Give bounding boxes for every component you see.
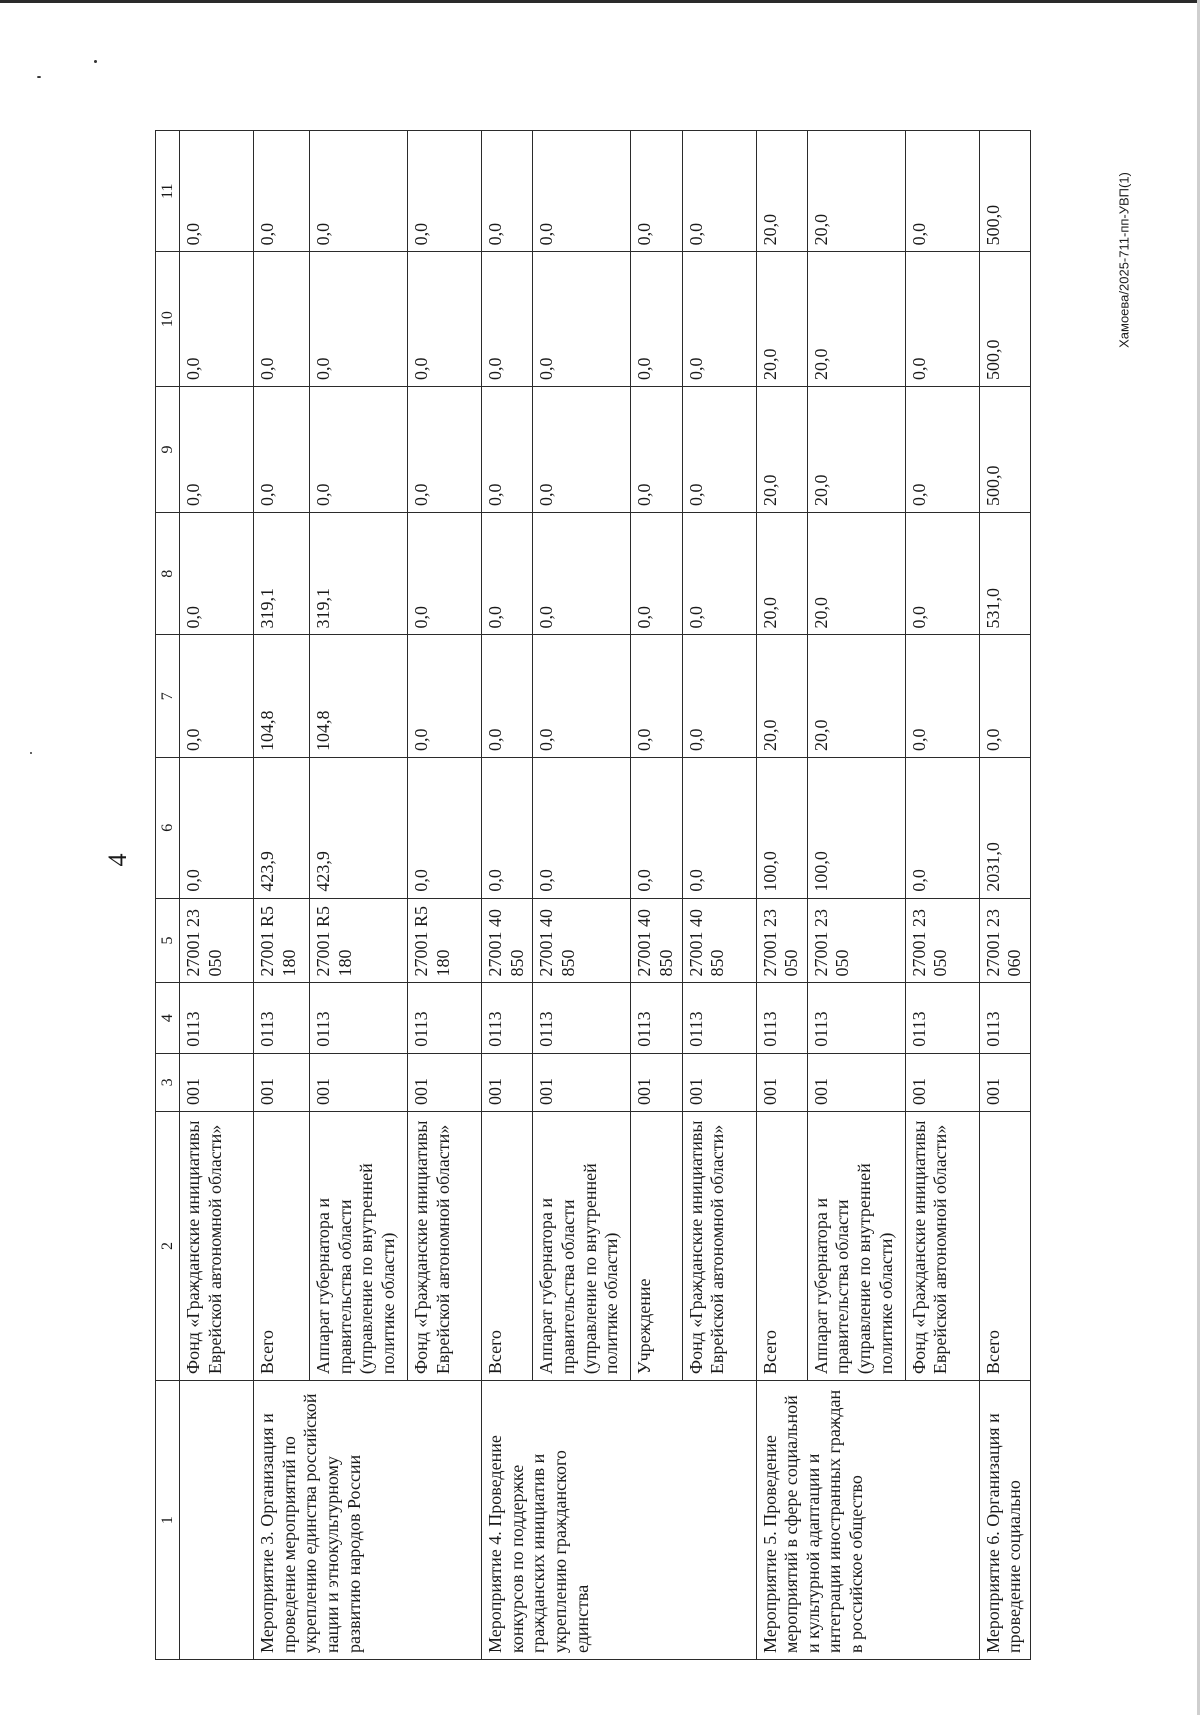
executor-cell: Фонд «Гражданские инициативы Еврейской автономной области»: [905, 1111, 979, 1380]
activity-cell: Мероприятие 5. Проведение мероприятий в сфере социальной и культурной адаптации и интеграции иностранных граждан в российское общество: [756, 1381, 979, 1660]
year-value-cell: 0,0: [682, 513, 756, 635]
table-row: [254, 131, 310, 1660]
scan-speck: [30, 752, 32, 754]
year-value-cell: 20,0: [756, 252, 807, 387]
target-article-cell: 27001 R5180: [254, 898, 310, 983]
column-header: 6: [156, 757, 180, 898]
year-value-cell: 0,0: [482, 252, 533, 387]
total-value-cell: 0,0: [682, 757, 756, 898]
total-value-cell: 100,0: [807, 757, 905, 898]
year-value-cell: 500,0: [979, 131, 1030, 252]
year-value-cell: 0,0: [631, 635, 682, 757]
target-article-cell: 27001 R5180: [310, 898, 408, 983]
total-value-cell: 0,0: [905, 757, 979, 898]
year-value-cell: 0,0: [310, 252, 408, 387]
section-code-cell: 0113: [807, 983, 905, 1053]
year-value-cell: 0,0: [905, 252, 979, 387]
grbs-code-cell: 001: [807, 1053, 905, 1111]
grbs-code-cell: 001: [408, 1053, 482, 1111]
year-value-cell: 0,0: [254, 252, 310, 387]
rotated-table-container: [155, 130, 1155, 1660]
column-header: 3: [156, 1053, 180, 1111]
executor-cell: Фонд «Гражданские инициативы Еврейской автономной области»: [682, 1111, 756, 1380]
year-value-cell: 0,0: [682, 635, 756, 757]
year-value-cell: 0,0: [533, 513, 631, 635]
section-code-cell: 0113: [310, 983, 408, 1053]
year-value-cell: 20,0: [756, 513, 807, 635]
grbs-code-cell: 001: [905, 1053, 979, 1111]
year-value-cell: 0,0: [979, 635, 1030, 757]
column-header: 8: [156, 513, 180, 635]
year-value-cell: 20,0: [756, 635, 807, 757]
section-code-cell: 0113: [180, 983, 254, 1053]
rotated-table-frame: [155, 130, 1025, 1660]
year-value-cell: 0,0: [682, 252, 756, 387]
executor-cell: Аппарат губернатора и правительства области (управление по внутренней политике области): [533, 1111, 631, 1380]
column-header: 11: [156, 131, 180, 252]
total-value-cell: 0,0: [533, 757, 631, 898]
year-value-cell: 0,0: [631, 131, 682, 252]
column-header: 7: [156, 635, 180, 757]
year-value-cell: 20,0: [756, 386, 807, 512]
target-article-cell: 27001 40850: [482, 898, 533, 983]
grbs-code-cell: 001: [254, 1053, 310, 1111]
target-article-cell: 27001 23050: [905, 898, 979, 983]
target-article-cell: 27001 23050: [180, 898, 254, 983]
year-value-cell: 20,0: [807, 386, 905, 512]
grbs-code-cell: 001: [756, 1053, 807, 1111]
year-value-cell: 104,8: [310, 635, 408, 757]
year-value-cell: 0,0: [533, 252, 631, 387]
year-value-cell: 0,0: [254, 131, 310, 252]
column-header: 10: [156, 252, 180, 387]
activity-cell: Мероприятие 6. Организация и проведение социально: [979, 1381, 1030, 1660]
year-value-cell: 0,0: [905, 131, 979, 252]
page-number: 4: [103, 853, 132, 867]
table-row: [756, 131, 807, 1660]
column-header: 4: [156, 983, 180, 1053]
target-article-cell: 27001 23060: [979, 898, 1030, 983]
section-code-cell: 0113: [682, 983, 756, 1053]
total-value-cell: 0,0: [180, 757, 254, 898]
year-value-cell: 0,0: [533, 635, 631, 757]
column-header: 5: [156, 898, 180, 983]
year-value-cell: 319,1: [310, 513, 408, 635]
executor-cell: Аппарат губернатора и правительства области (управление по внутренней политике области): [310, 1111, 408, 1380]
section-code-cell: 0113: [482, 983, 533, 1053]
year-value-cell: 20,0: [756, 131, 807, 252]
year-value-cell: 0,0: [482, 513, 533, 635]
year-value-cell: 0,0: [180, 386, 254, 512]
year-value-cell: 0,0: [482, 635, 533, 757]
target-article-cell: 27001 40850: [533, 898, 631, 983]
budget-table: [155, 130, 1031, 1660]
year-value-cell: 531,0: [979, 513, 1030, 635]
year-value-cell: 0,0: [408, 635, 482, 757]
target-article-cell: 27001 40850: [631, 898, 682, 983]
section-code-cell: 0113: [905, 983, 979, 1053]
activity-cell: Мероприятие 3. Организация и проведение мероприятий по укреплению единства российской нации и этнокультурному развитию народов России: [254, 1381, 482, 1660]
year-value-cell: 0,0: [408, 252, 482, 387]
table-row: [180, 131, 254, 1660]
executor-cell: Всего: [979, 1111, 1030, 1380]
year-value-cell: 0,0: [682, 386, 756, 512]
executor-cell: Фонд «Гражданские инициативы Еврейской автономной области»: [180, 1111, 254, 1380]
total-value-cell: 423,9: [254, 757, 310, 898]
column-header: 2: [156, 1111, 180, 1380]
year-value-cell: 0,0: [482, 386, 533, 512]
year-value-cell: 0,0: [180, 635, 254, 757]
target-article-cell: 27001 40850: [682, 898, 756, 983]
year-value-cell: 0,0: [408, 513, 482, 635]
year-value-cell: 0,0: [254, 386, 310, 512]
section-code-cell: 0113: [408, 983, 482, 1053]
year-value-cell: 20,0: [807, 513, 905, 635]
year-value-cell: 0,0: [631, 386, 682, 512]
total-value-cell: 423,9: [310, 757, 408, 898]
section-code-cell: 0113: [631, 983, 682, 1053]
year-value-cell: 0,0: [408, 386, 482, 512]
year-value-cell: 500,0: [979, 252, 1030, 387]
grbs-code-cell: 001: [482, 1053, 533, 1111]
section-code-cell: 0113: [979, 983, 1030, 1053]
year-value-cell: 500,0: [979, 386, 1030, 512]
year-value-cell: 0,0: [310, 131, 408, 252]
target-article-cell: 27001 R5180: [408, 898, 482, 983]
target-article-cell: 27001 23050: [807, 898, 905, 983]
executor-cell: Аппарат губернатора и правительства области (управление по внутренней политике области): [807, 1111, 905, 1380]
year-value-cell: 104,8: [254, 635, 310, 757]
executor-cell: Всего: [482, 1111, 533, 1380]
year-value-cell: 0,0: [631, 252, 682, 387]
year-value-cell: 20,0: [807, 131, 905, 252]
year-value-cell: 0,0: [533, 131, 631, 252]
year-value-cell: 0,0: [905, 635, 979, 757]
activity-cell: Мероприятие 4. Проведение конкурсов по поддержке гражданских инициатив и укреплению гражданского единства: [482, 1381, 756, 1660]
year-value-cell: 0,0: [310, 386, 408, 512]
year-value-cell: 0,0: [533, 386, 631, 512]
table-row: [482, 131, 533, 1660]
executor-cell: Фонд «Гражданские инициативы Еврейской автономной области»: [408, 1111, 482, 1380]
year-value-cell: 0,0: [631, 513, 682, 635]
year-value-cell: 0,0: [482, 131, 533, 252]
grbs-code-cell: 001: [979, 1053, 1030, 1111]
year-value-cell: 20,0: [807, 252, 905, 387]
section-code-cell: 0113: [254, 983, 310, 1053]
scan-speck: [37, 76, 41, 78]
year-value-cell: 0,0: [180, 131, 254, 252]
scan-edge-top: [0, 0, 1200, 3]
target-article-cell: 27001 23050: [756, 898, 807, 983]
table-row: [979, 131, 1030, 1660]
year-value-cell: 0,0: [180, 513, 254, 635]
grbs-code-cell: 001: [682, 1053, 756, 1111]
executor-cell: Учреждение: [631, 1111, 682, 1380]
total-value-cell: 0,0: [631, 757, 682, 898]
year-value-cell: 0,0: [905, 386, 979, 512]
total-value-cell: 0,0: [482, 757, 533, 898]
total-value-cell: 2031,0: [979, 757, 1030, 898]
year-value-cell: 0,0: [408, 131, 482, 252]
year-value-cell: 319,1: [254, 513, 310, 635]
year-value-cell: 0,0: [682, 131, 756, 252]
year-value-cell: 0,0: [180, 252, 254, 387]
grbs-code-cell: 001: [533, 1053, 631, 1111]
column-header: 1: [156, 1381, 180, 1660]
year-value-cell: 20,0: [807, 635, 905, 757]
grbs-code-cell: 001: [631, 1053, 682, 1111]
table-header-row: [156, 131, 180, 1660]
column-header: 9: [156, 386, 180, 512]
total-value-cell: 0,0: [408, 757, 482, 898]
stamp-text: Хамоева/2025-711-пп-УВП(1): [1116, 172, 1132, 348]
grbs-code-cell: 001: [180, 1053, 254, 1111]
grbs-code-cell: 001: [310, 1053, 408, 1111]
total-value-cell: 100,0: [756, 757, 807, 898]
year-value-cell: 0,0: [905, 513, 979, 635]
activity-cell: [180, 1381, 254, 1660]
executor-cell: Всего: [254, 1111, 310, 1380]
scan-speck: [94, 60, 97, 63]
executor-cell: Всего: [756, 1111, 807, 1380]
section-code-cell: 0113: [756, 983, 807, 1053]
section-code-cell: 0113: [533, 983, 631, 1053]
